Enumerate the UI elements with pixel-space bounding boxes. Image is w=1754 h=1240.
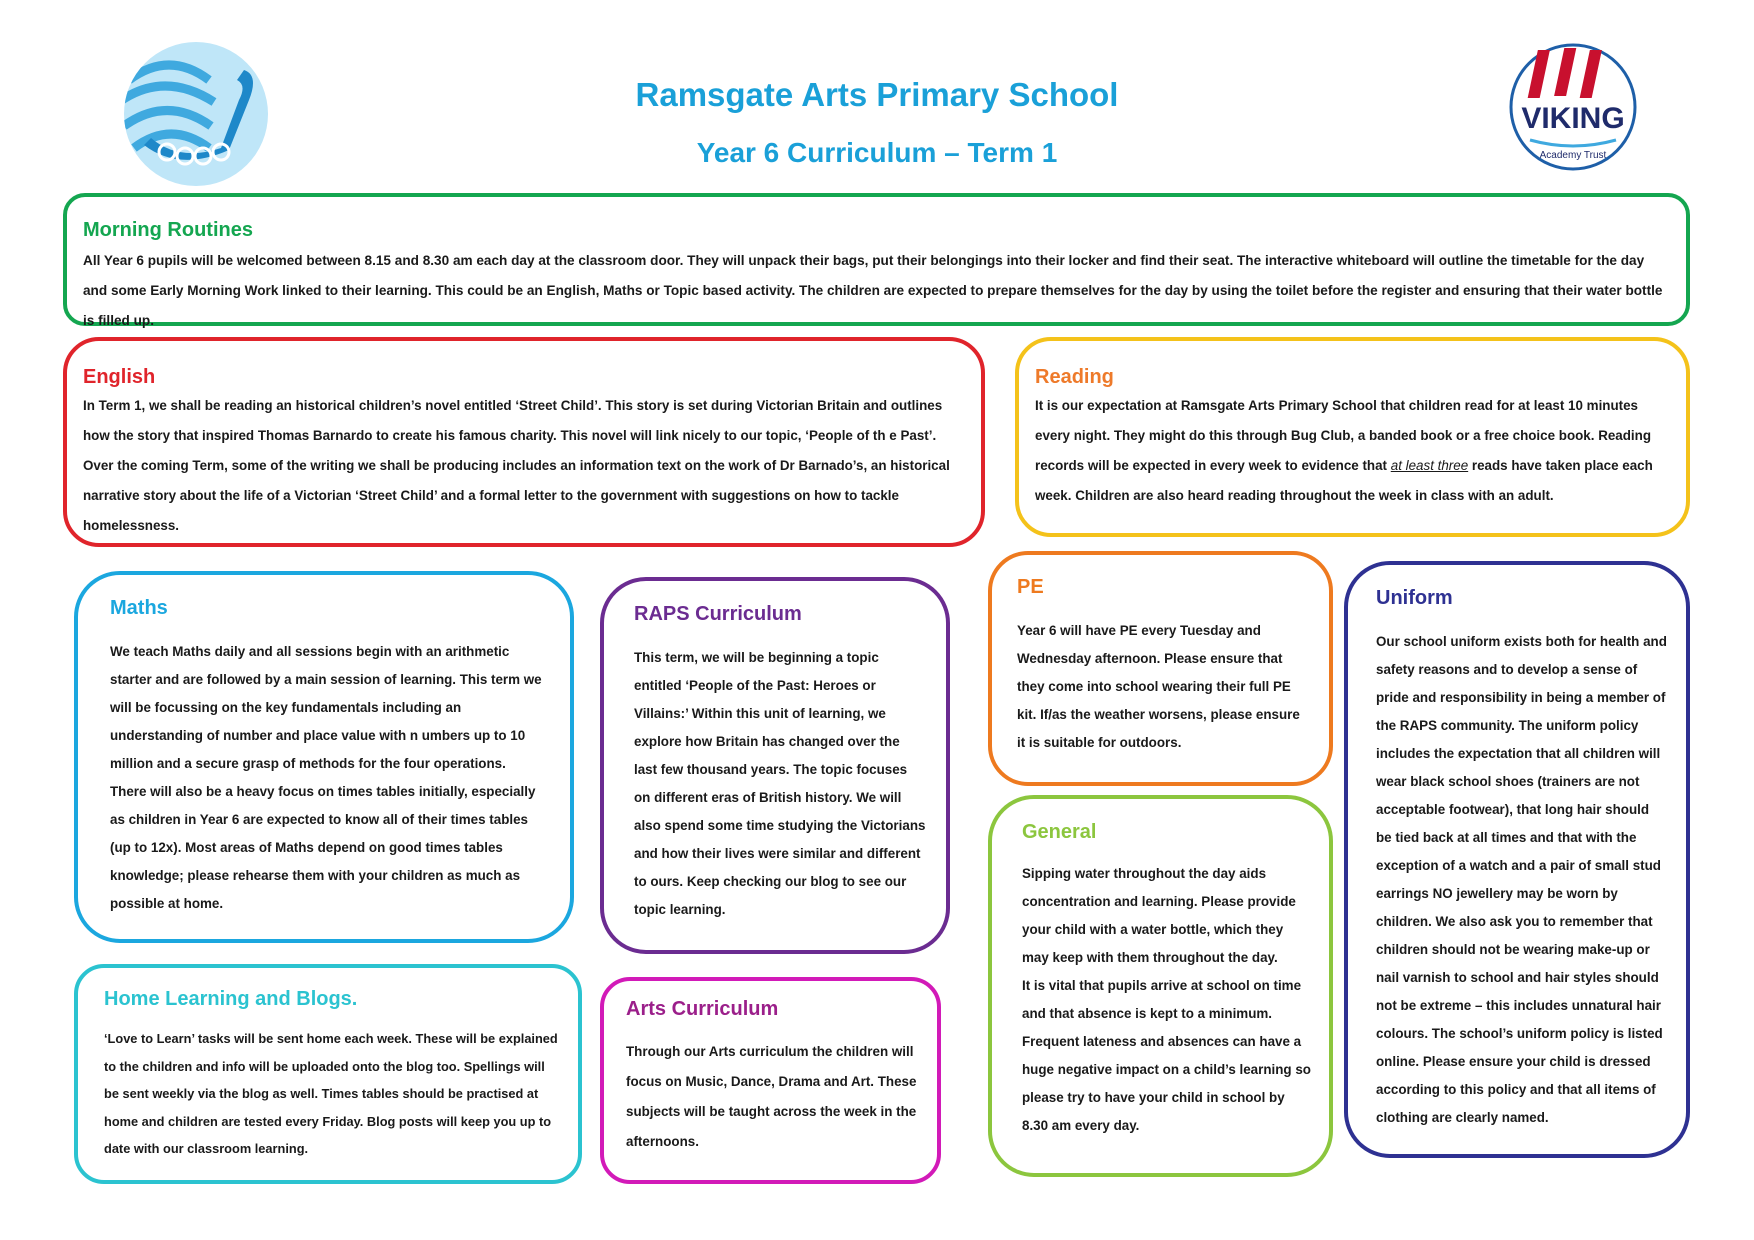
english-panel — [63, 337, 985, 547]
reading-text — [1035, 391, 1672, 511]
logo-viking-text: VIKING — [1521, 102, 1625, 135]
maths-panel — [74, 571, 574, 943]
general-title: General — [1022, 821, 1097, 843]
pe-panel — [988, 551, 1333, 786]
maths-title: Maths — [110, 597, 168, 619]
reading-text-start: It is our expectation at Ramsgate Arts Primary School that children read for at least 10 minutes every night. They might do this through Bug Club, a banded book or a free choice book. Reading records will be expected in every week to evidence that — [1035, 398, 1652, 473]
uniform-title: Uniform — [1376, 587, 1453, 609]
pe-title: PE — [1017, 576, 1044, 598]
reading-panel — [1015, 337, 1690, 537]
english-text: In Term 1, we shall be reading an historical children’s novel entitled ‘Street Child’. This story is set during Victorian Britain and outlines how the story that inspired Thomas Barnardo to create his famous charity. This novel will link nicely to our topic, ‘People of th e Past’. Over the coming Term, some of the writing we shall be producing includes an information text on the work of Dr Barnado’s, an historical narrative story about the life of a Victorian ‘Street Child’ and a formal letter to the government with suggestions on how to tackle homelessness. — [83, 398, 950, 533]
pe-text: Year 6 will have PE every Tuesday and Wednesday afternoon. Please ensure that they come into school wearing their full PE kit. If/as the weather worsens, please ensure it is suitable for outdoors. — [1017, 623, 1300, 750]
general-text-1: Sipping water throughout the day aids concentration and learning. Please provide your child with a water bottle, which they may keep with them throughout the day. — [1022, 866, 1296, 965]
general-text-2: It is vital that pupils arrive at school on time and that absence is kept to a minimum. Frequent lateness and absences can have a huge negative impact on a child’s learning so please try to have your child in school by 8.30 am every day. — [1022, 978, 1311, 1133]
arts-curriculum-text: Through our Arts curriculum the children will focus on Music, Dance, Drama and Art. These subjects will be taught across the week in the afternoons. — [626, 1044, 917, 1149]
reading-title: Reading — [1035, 366, 1114, 388]
uniform-text: Our school uniform exists both for health and safety reasons and to develop a sense of pride and responsibility in being a member of the RAPS community. The uniform policy includes the expectation that all children will wear black school shoes (trainers are not acceptable footwear), that long hair should be tied back at all times and that with the exception of a watch and a pair of small stud earrings NO jewellery may be worn by children. We also ask you to remember that children should not be wearing make-up or nail varnish to school and hair styles should not be extreme – this includes unnatural hair colours. The school’s uniform policy is listed online. Please ensure your child is dressed according to this policy and that all items of clothing are clearly named. — [1376, 634, 1667, 1125]
raps-curriculum-panel — [600, 577, 950, 954]
home-learning-text: ‘Love to Learn’ tasks will be sent home each week. These will be explained to the children and info will be uploaded onto the blog too. Spellings will be sent weekly via the blog as well. Times tables should be practised at home and children are tested every Friday. Blog posts will keep you up to date with our classroom learning. — [104, 1031, 558, 1156]
morning-routines-title: Morning Routines — [83, 219, 253, 241]
reading-text-end: reads have taken place each week. Children are also heard reading throughout the week in class with an adult. — [1035, 458, 1653, 503]
general-panel — [988, 795, 1333, 1177]
home-learning-panel — [74, 964, 582, 1184]
page-title: Ramsgate Arts Primary School — [635, 76, 1119, 113]
maths-text: We teach Maths daily and all sessions begin with an arithmetic starter and are followed by a main session of learning. This term we will be focussing on the key fundamentals including an understanding of number and place value with n umbers up to 10 million and a secure grasp of methods for the four operations. There will also be a heavy focus on times tables initially, especially as children in Year 6 are expected to know all of their times tables (up to 12x). Most areas of Maths depend on good times tables knowledge; please rehearse them with your children as much as possible at home. — [110, 644, 542, 911]
morning-routines-text: All Year 6 pupils will be welcomed between 8.15 and 8.30 am each day at the classroom door. They will unpack their bags, put their belongings into their locker and find their seat. The interactive whiteboard will outline the timetable for the day and some Early Morning Work linked to their learning. This could be an English, Maths or Topic based activity. The children are expected to prepare themselves for the day by using the toilet before the register and ensuring that their water bottle is filled up. — [83, 253, 1663, 328]
uniform-panel — [1344, 561, 1690, 1158]
home-learning-title: Home Learning and Blogs. — [104, 988, 358, 1010]
raps-curriculum-title: RAPS Curriculum — [634, 603, 802, 625]
raps-curriculum-text: This term, we will be beginning a topic entitled ‘People of the Past: Heroes or Villains:’ Within this unit of learning, we explore how Britain has changed over the last few thousand years. The topic focuses on different eras of British history. We will also spend some time studying the Victorians and how their lives were similar and different to ours. Keep checking our blog to see our topic learning. — [634, 650, 926, 917]
page-subtitle: Year 6 Curriculum – Term 1 — [696, 137, 1058, 168]
reading-text-emphasis: at least three — [1390, 458, 1469, 473]
english-title: English — [83, 366, 156, 388]
morning-routines-panel — [63, 193, 1690, 326]
logo-subtext: Academy Trust — [1539, 150, 1607, 161]
arts-curriculum-panel — [600, 977, 941, 1184]
arts-curriculum-title: Arts Curriculum — [626, 998, 779, 1020]
